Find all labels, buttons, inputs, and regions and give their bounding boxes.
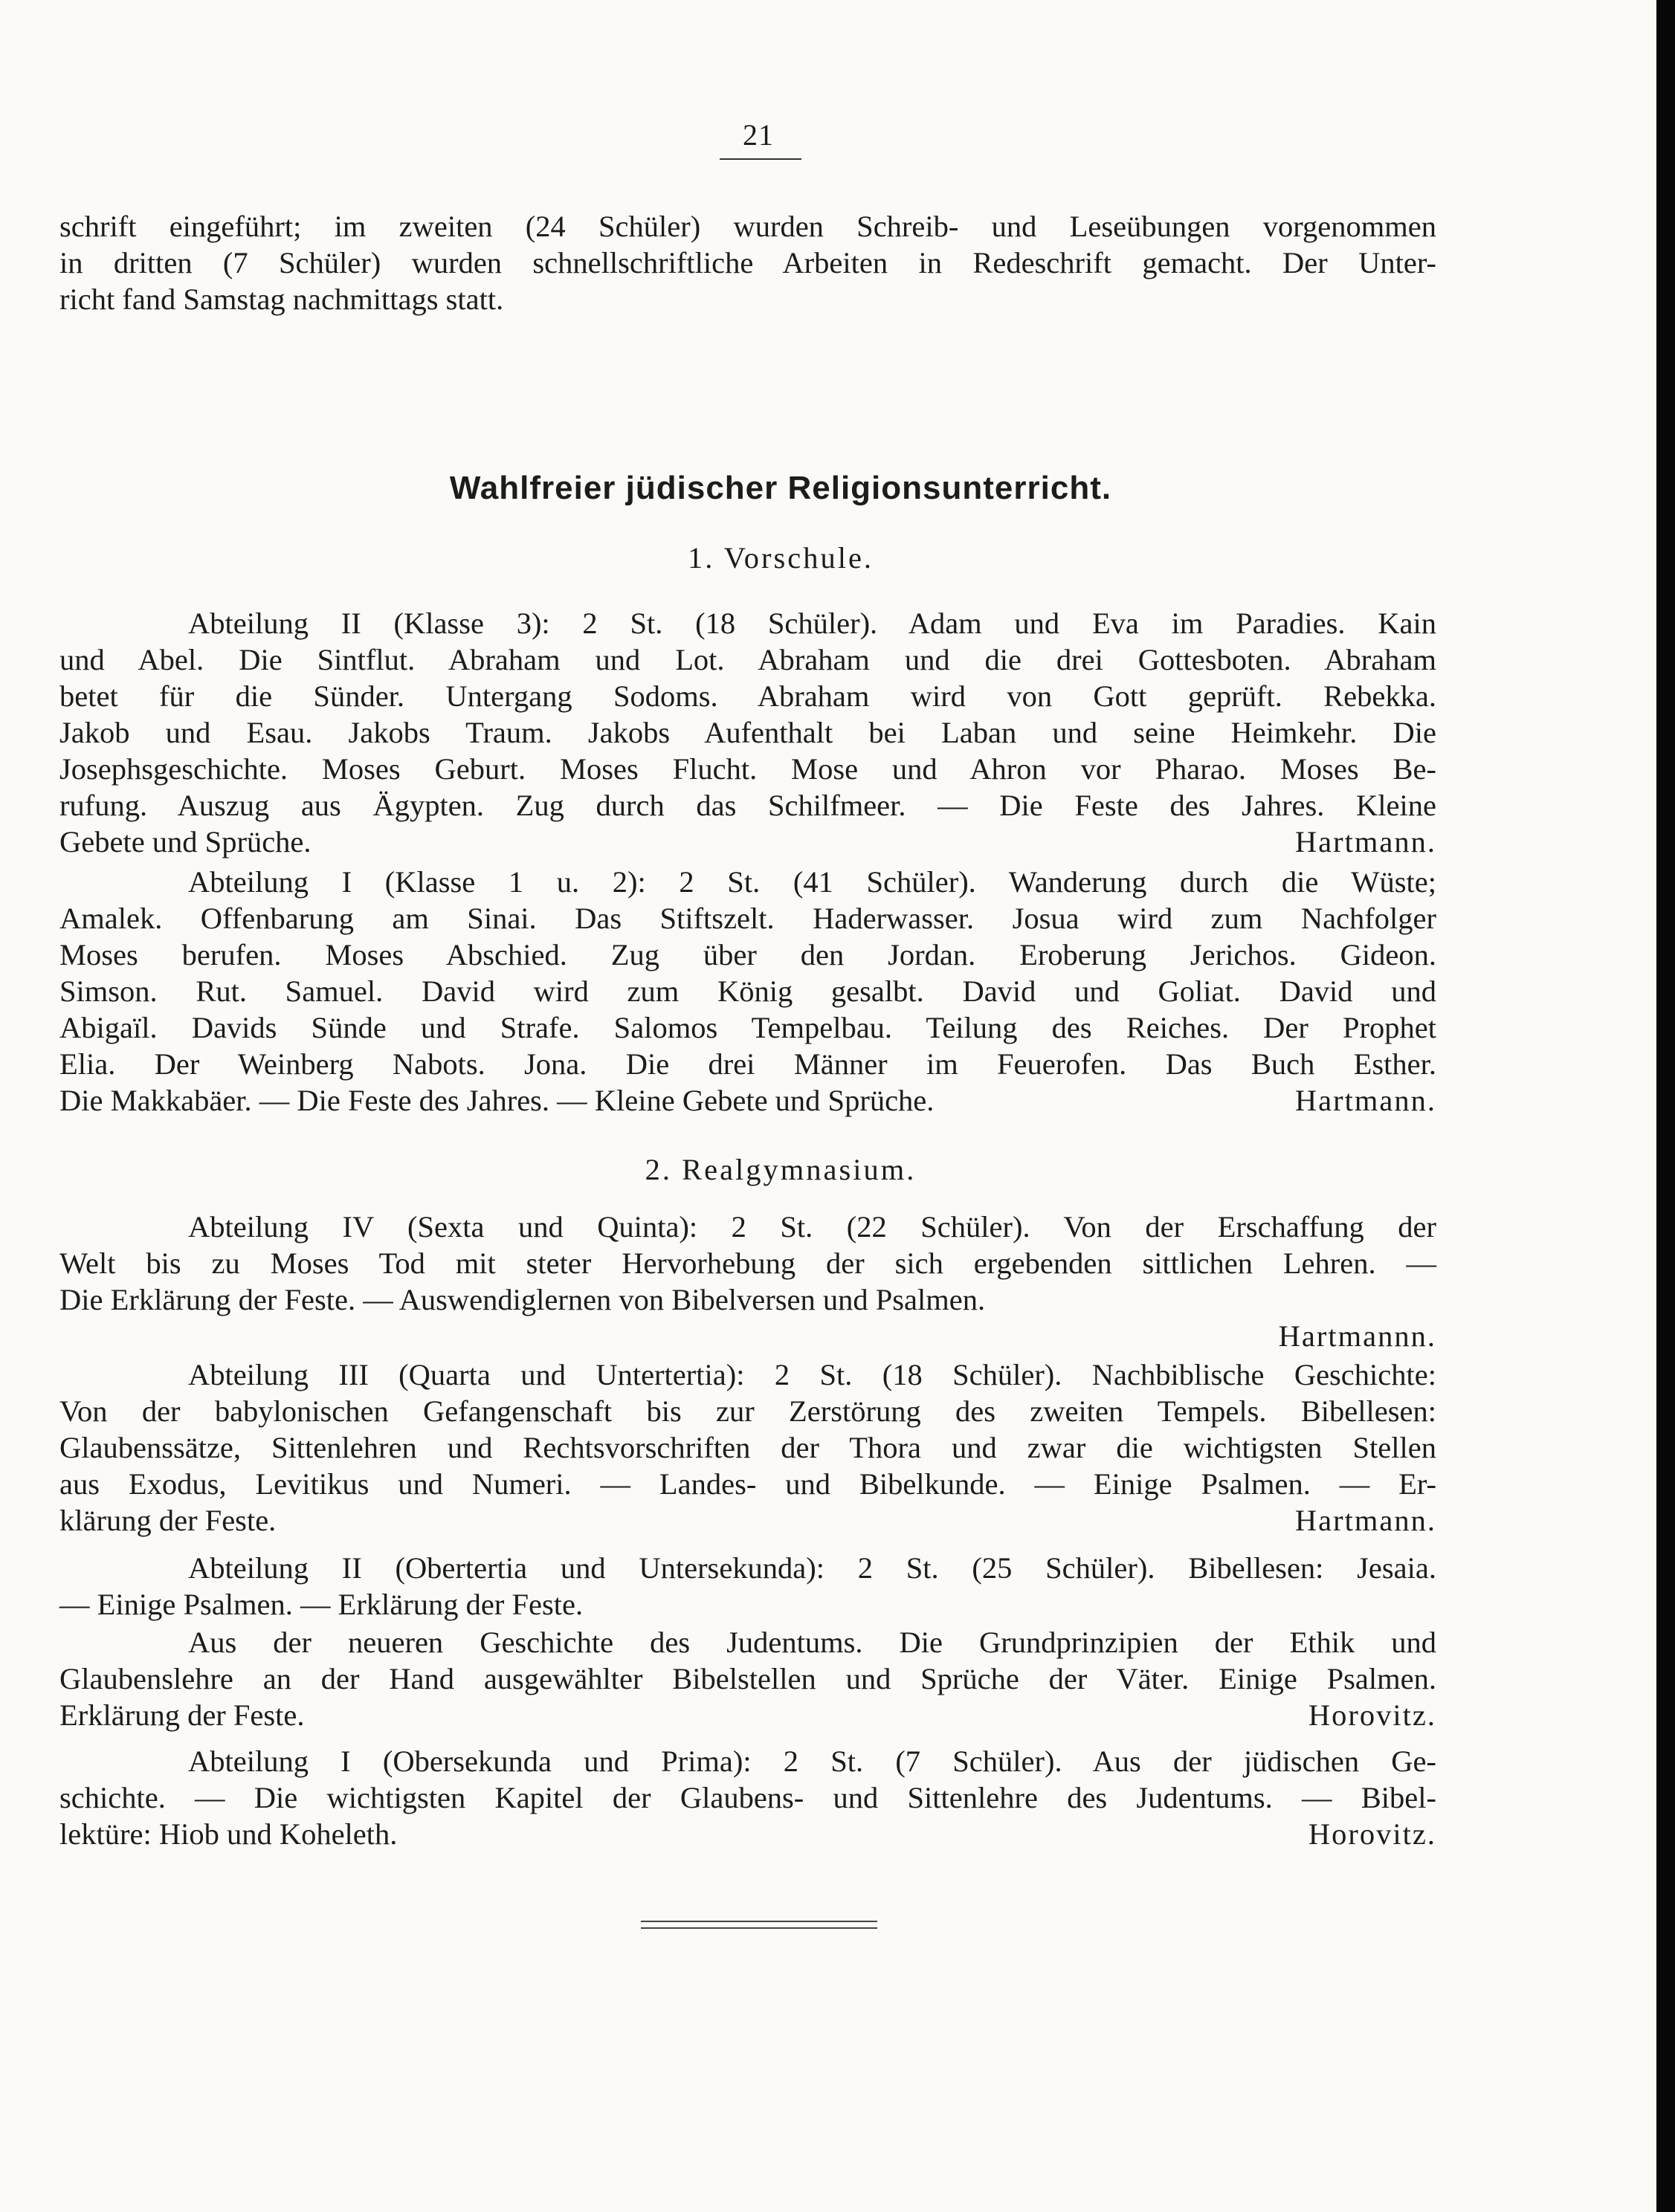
teacher-signature: Horovitz. xyxy=(1308,1698,1436,1732)
text-line: Moses berufen. Moses Abschied. Zug über den Jordan. Eroberung Jerichos. Gideon. xyxy=(59,938,1436,971)
closing-double-rule xyxy=(641,1921,877,1929)
text-line-with-signature xyxy=(59,1816,1436,1852)
intro-line: schrift eingeführt; im zweiten (24 Schüler) wurden Schreib- und Leseübungen vorgenommen xyxy=(59,210,1436,243)
page-number: 21 xyxy=(743,118,774,152)
scan-edge xyxy=(1656,0,1675,2212)
text-line: Abteilung I (Obersekunda und Prima): 2 St. (7 Schüler). Aus der jüdischen Ge- xyxy=(188,1744,1436,1778)
vorschule-abteilung-1 xyxy=(59,864,1436,1119)
text-line: Abigaïl. Davids Sünde und Strafe. Salomos Tempelbau. Teilung des Reiches. Der Prophet xyxy=(59,1011,1436,1044)
text-line: Abteilung II (Obertertia und Untersekunda): 2 St. (25 Schüler). Bibellesen: Jesaia. xyxy=(188,1551,1436,1585)
subheading-vorschule: 1. Vorschule. xyxy=(687,541,874,575)
text-line-with-signature xyxy=(59,1697,1436,1733)
signature-row xyxy=(59,1318,1436,1354)
text-line: betet für die Sünder. Untergang Sodoms. Abraham wird von Gott geprüft. Rebekka. xyxy=(59,679,1436,713)
text-line: Abteilung IV (Sexta und Quinta): 2 St. (22 Schüler). Von der Erschaffung der xyxy=(188,1210,1436,1244)
intro-line: richt fand Samstag nachmittags statt. xyxy=(59,282,504,316)
teacher-signature: Hartmann. xyxy=(1294,1504,1436,1537)
text-line: Glaubenslehre an der Hand ausgewählter Bibelstellen und Sprüche der Väter. Einige Psalmen. xyxy=(59,1662,1436,1695)
text-line: Abteilung I (Klasse 1 u. 2): 2 St. (41 Schüler). Wanderung durch die Wüste; xyxy=(188,865,1436,899)
text-line: Gebete und Sprüche. xyxy=(59,825,312,858)
text-line: Erklärung der Feste. xyxy=(59,1698,305,1732)
teacher-signature: Hartmann. xyxy=(1294,1084,1436,1117)
intro-line: in dritten (7 Schüler) wurden schnellschriftliche Arbeiten in Redeschrift gemacht. Der Unter- xyxy=(59,246,1436,279)
text-line: Elia. Der Weinberg Nabots. Jona. Die drei Männer im Feuerofen. Das Buch Esther. xyxy=(59,1047,1436,1081)
realgymnasium-abteilung-3 xyxy=(59,1356,1436,1539)
realgymnasium-abteilung-1 xyxy=(59,1743,1436,1852)
text-line: Simson. Rut. Samuel. David wird zum König gesalbt. David und Goliat. David und xyxy=(59,974,1436,1008)
text-line-with-signature xyxy=(59,1082,1436,1119)
text-line-with-signature xyxy=(59,824,1436,860)
vorschule-abteilung-2 xyxy=(59,605,1436,860)
realgymnasium-abteilung-2-continued xyxy=(59,1624,1436,1733)
text-line: und Abel. Die Sintflut. Abraham und Lot. Abraham und die drei Gottesboten. Abraham xyxy=(59,643,1436,676)
teacher-signature: Horovitz. xyxy=(1308,1817,1436,1851)
text-line: Abteilung III (Quarta und Untertertia): 2 St. (18 Schüler). Nachbiblische Geschichte: xyxy=(188,1358,1436,1391)
text-line: lektüre: Hiob und Koheleth. xyxy=(59,1817,398,1851)
text-line-with-signature xyxy=(59,1502,1436,1539)
text-line: rufung. Auszug aus Ägypten. Zug durch das Schilfmeer. — Die Feste des Jahres. Kleine xyxy=(59,789,1436,822)
text-line: klärung der Feste. xyxy=(59,1504,277,1537)
section-heading: Wahlfreier jüdischer Religionsunterricht. xyxy=(449,470,1112,506)
text-line: Die Erklärung der Feste. — Auswendiglernen von Bibelversen und Psalmen. xyxy=(59,1283,986,1316)
realgymnasium-abteilung-4 xyxy=(59,1209,1436,1354)
text-line: Von der babylonischen Gefangenschaft bis zur Zerstörung des zweiten Tempels. Bibellesen: xyxy=(59,1394,1436,1428)
intro-paragraph xyxy=(59,208,1436,317)
text-line: Abteilung II (Klasse 3): 2 St. (18 Schüler). Adam und Eva im Paradies. Kain xyxy=(188,607,1436,640)
teacher-signature: Hartmannn. xyxy=(1278,1319,1436,1353)
text-line: Aus der neueren Geschichte des Judentums. Die Grundprinzipien der Ethik und xyxy=(188,1626,1436,1659)
text-line: Jakob und Esau. Jakobs Traum. Jakobs Aufenthalt bei Laban und seine Heimkehr. Die xyxy=(59,716,1436,749)
text-line: Amalek. Offenbarung am Sinai. Das Stiftszelt. Haderwasser. Josua wird zum Nachfolger xyxy=(59,902,1436,935)
text-line: schichte. — Die wichtigsten Kapitel der Glaubens- und Sittenlehre des Judentums. — Bibel- xyxy=(59,1781,1436,1814)
text-line: aus Exodus, Levitikus und Numeri. — Landes- und Bibelkunde. — Einige Psalmen. — Er- xyxy=(59,1467,1436,1501)
page-number-rule xyxy=(720,158,801,160)
text-line: — Einige Psalmen. — Erklärung der Feste. xyxy=(59,1588,584,1621)
text-line: Glaubenssätze, Sittenlehren und Rechtsvorschriften der Thora und zwar die wichtigsten Stellen xyxy=(59,1431,1436,1464)
teacher-signature: Hartmann. xyxy=(1294,825,1436,858)
subheading-realgymnasium: 2. Realgymnasium. xyxy=(645,1153,917,1186)
text-line: Josephsgeschichte. Moses Geburt. Moses Flucht. Mose und Ahron vor Pharao. Moses Be- xyxy=(59,752,1436,786)
text-line: Die Makkabäer. — Die Feste des Jahres. — Kleine Gebete und Sprüche. xyxy=(59,1084,935,1117)
realgymnasium-abteilung-2 xyxy=(59,1550,1436,1623)
text-line: Welt bis zu Moses Tod mit steter Hervorhebung der sich ergebenden sittlichen Lehren. — xyxy=(59,1246,1436,1280)
